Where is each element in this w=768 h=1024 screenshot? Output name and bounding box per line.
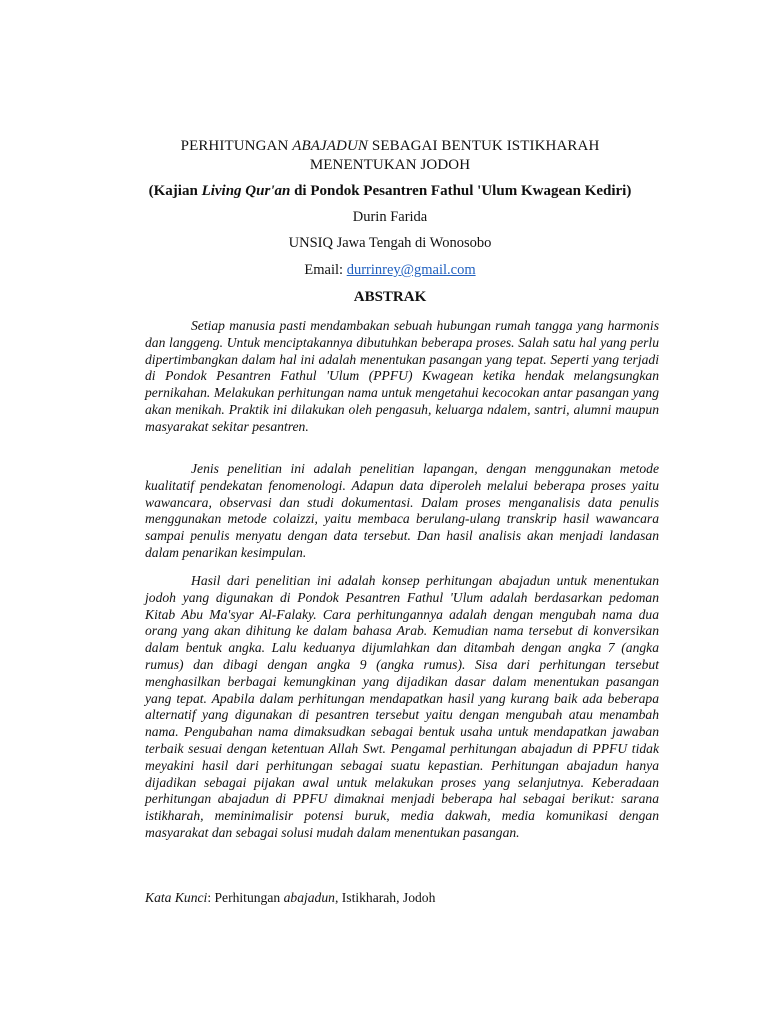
- author-affiliation: UNSIQ Jawa Tengah di Wonosobo: [288, 235, 492, 251]
- subtitle-italic: Living Qur'an: [201, 183, 291, 199]
- abstract-paragraph-3: Hasil dari penelitian ini adalah konsep perhitungan abajadun untuk menentukan jodoh yang digunakan di Pondok Pesantren Fathul 'Ulum adalah berdasarkan pedoman Kitab Abu Ma'syar Al-Falaky. Cara perhitungannya adalah dengan mengubah nama dua orang yang akan dihitung ke dalam bahasa Arab. Kemudian nama tersebut di konversikan dalam bentuk angka. Lalu keduanya dijumlahkan dan ditambah dengan angka 7 (angka rumus) dan dibagi dengan angka 9 (angka rumus). Sisa dari perhitungan tersebut menghasilkan berbagai kemungkinan yang dijadikan dasar dalam menentukan pasangan yang tepat. Apabila dalam perhitungan mendapatkan hasil yang kurang baik ada beberapa alternatif yang digunakan di pesantren tersebut yaitu dengan mengubah atau menambah nama. Pengubahan nama dimaksudkan sebagai bentuk usaha untuk mendapatkan jawaban terbaik sesuai dengan ketentuan Allah Swt. Pengamal perhitungan abajadun di PPFU tidak meyakini hasil dari perhitungan sebagai suatu kepastian. Perhitungan abajadun hanya dijadikan sebagai pijakan awal untuk melakukan proses yang selanjutnya. Keberadaan perhitungan abajadun di PPFU dimaknai menjadi beberapa hal sebagai berikut: sarana istikharah, meminimalisir potensi buruk, media dakwah, media komunikasi dengan masyarakat dan sebagai solusi mudah dalam menentukan pasangan.: [145, 573, 659, 840]
- author-email: [100, 262, 680, 279]
- abstract-heading: ABSTRAK: [353, 289, 427, 305]
- title-line-1: PERHITUNGAN ABAJADUN SEBAGAI BENTUK ISTIKHARAH: [180, 138, 600, 154]
- paper-subtitle: (Kajian Living Qur'an di Pondok Pesantren Fathul 'Ulum Kwagean Kediri): [148, 183, 632, 199]
- title-line-2: MENENTUKAN JODOH: [309, 157, 471, 173]
- keywords: Kata Kunci: Perhitungan abajadun, Istikharah, Jodoh: [145, 890, 436, 905]
- keywords-label: Kata Kunci: [145, 890, 208, 905]
- abstract-paragraph-2: Jenis penelitian ini adalah penelitian lapangan, dengan menggunakan metode kualitatif pendekatan fenomenologi. Adapun data diperoleh melalui beberapa proses yaitu wawancara, observasi dan studi dokumentasi. Dalam proses menganalisis data penulis menggunakan metode colaizzi, yaitu membaca berulang-ulang transkrip hasil wawancara sampai penulis menyatu dengan data tersebut. Dan hasil analisis akan menjadi landasan dalam penarikan kesimpulan.: [145, 461, 659, 560]
- title-italic: ABAJADUN: [292, 138, 369, 154]
- paper-title: [100, 137, 680, 175]
- email-label: Email:: [304, 262, 347, 278]
- email-link[interactable]: durrinrey@gmail.com: [346, 262, 476, 278]
- abstract-paragraph-1: Setiap manusia pasti mendambakan sebuah hubungan rumah tangga yang harmonis dan langgeng. Untuk menciptakannya dibutuhkan beberapa proses. Salah satu hal yang perlu dipertimbangkan dalam hal ini adalah menentukan pasangan yang tepat. Seperti yang terjadi di Pondok Pesantren Fathul 'Ulum (PPFU) Kwagean ketika hendak melangsungkan pernikahan. Melakukan perhitungan nama untuk mengetahui kecocokan antar pasangan yang akan menikah. Praktik ini dilakukan oleh pengasuh, keluarga ndalem, santri, alumni maupun masyarakat sekitar pesantren.: [145, 318, 659, 434]
- author-name: Durin Farida: [352, 209, 428, 225]
